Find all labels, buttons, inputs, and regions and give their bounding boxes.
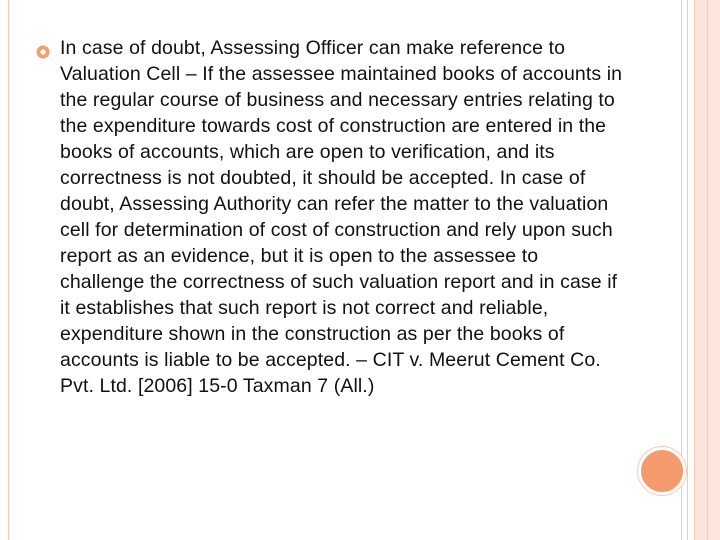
rail-line — [707, 0, 708, 540]
ring-bullet-icon — [34, 43, 52, 61]
rail-line — [687, 0, 688, 540]
slide-paragraph: In case of doubt, Assessing Officer can make reference to Valuation Cell – If the assessee maintained books of accounts in the regular course of business and necessary entries relating to the expenditure towards cost of construction are entered in the books of accounts, which are open to verification, and its correctness is not doubted, it should be accepted. In case of doubt, Assessing Authority can refer the matter to the valuation cell for determination of cost of construction and rely upon such report as an evidence, but it is open to the assessee to challenge the correctness of such valuation report and in case if it establishes that such report is not correct and reliable, expenditure shown in the construction as per the books of accounts is liable to be accepted. – CIT v. Meerut Cement Co. Pvt. Ltd. [2006] 15-0 Taxman 7 (All.) — [60, 37, 623, 397]
decorative-circle — [638, 447, 686, 495]
